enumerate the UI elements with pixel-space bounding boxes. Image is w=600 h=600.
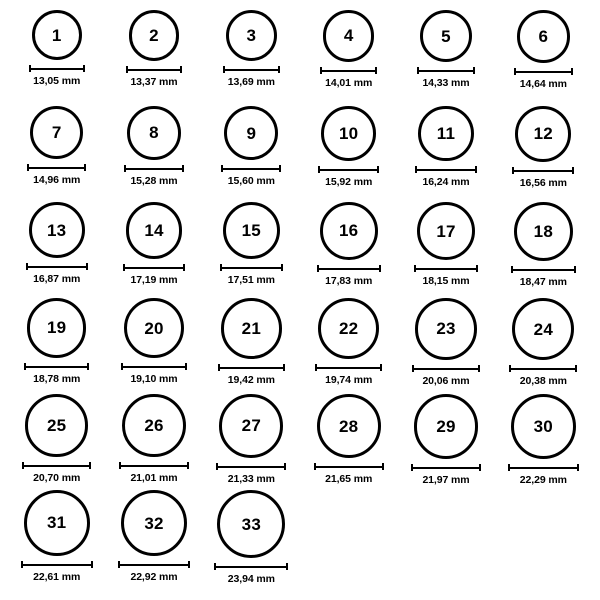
- ring-circle: [27, 298, 87, 358]
- dimension-annotation: [223, 66, 280, 88]
- dimension-annotation: [512, 167, 574, 189]
- ring-diameter-label: 19,10 mm: [130, 373, 178, 385]
- ring-size-number: 21: [241, 318, 261, 338]
- ring-size-cell[interactable]: [203, 490, 300, 586]
- ring-size-cell[interactable]: [8, 202, 105, 298]
- ring-circle: [417, 202, 475, 260]
- dimension-line: [29, 68, 85, 70]
- ring-size-cell[interactable]: [397, 202, 494, 298]
- dimension-line: [218, 367, 285, 369]
- dimension-line: [123, 267, 186, 269]
- ring-size-cell[interactable]: [300, 106, 397, 202]
- ring-size-number: 31: [47, 513, 67, 533]
- ring-size-cell[interactable]: [397, 106, 494, 202]
- ring-size-number: 22: [339, 319, 359, 339]
- ring-diameter-label: 18,78 mm: [33, 372, 81, 385]
- ring-circle: [224, 106, 278, 160]
- ring-circle: [126, 202, 183, 259]
- dimension-annotation: [26, 263, 88, 285]
- ring-circle: [420, 10, 472, 62]
- ring-size-cell[interactable]: [105, 490, 202, 586]
- dimension-bar-icon: [121, 363, 187, 370]
- ring-size-cell[interactable]: [397, 394, 494, 490]
- dimension-annotation: [509, 365, 577, 387]
- ring-size-number: 26: [144, 416, 164, 436]
- dimension-bar-icon: [214, 563, 288, 570]
- dimension-line: [411, 467, 482, 469]
- ring-circle: [127, 106, 181, 160]
- dimension-line: [21, 564, 93, 566]
- ring-diameter-label: 20,38 mm: [519, 375, 567, 388]
- dimension-line: [126, 69, 183, 71]
- dimension-line: [121, 366, 187, 368]
- ring-diameter-label: 14,01 mm: [325, 76, 373, 89]
- dimension-annotation: [411, 464, 482, 486]
- dimension-bar-icon: [119, 462, 188, 469]
- ring-size-number: 8: [149, 123, 159, 143]
- ring-diameter-label: 14,33 mm: [422, 77, 470, 90]
- ring-size-cell[interactable]: [8, 10, 105, 106]
- dimension-annotation: [118, 561, 190, 583]
- ring-diameter-label: 20,06 mm: [422, 374, 470, 387]
- dimension-bar-icon: [118, 561, 190, 568]
- dimension-annotation: [27, 164, 86, 186]
- ring-diameter-label: 22,61 mm: [33, 570, 81, 583]
- ring-circle: [317, 394, 381, 458]
- dimension-annotation: [315, 364, 382, 386]
- ring-size-number: 23: [436, 319, 456, 339]
- ring-size-number: 33: [241, 514, 261, 534]
- ring-size-cell[interactable]: [105, 10, 202, 106]
- ring-size-cell[interactable]: [8, 490, 105, 586]
- ring-circle: [217, 490, 285, 558]
- ring-diameter-label: 21,97 mm: [422, 473, 470, 486]
- ring-circle: [221, 298, 282, 359]
- dimension-annotation: [317, 265, 381, 287]
- ring-size-number: 30: [533, 417, 553, 437]
- ring-size-cell[interactable]: [495, 10, 592, 106]
- ring-diameter-label: 21,33 mm: [227, 472, 275, 485]
- dimension-bar-icon: [29, 65, 85, 72]
- ring-diameter-label: 15,60 mm: [227, 175, 275, 188]
- ring-diameter-label: 20,70 mm: [33, 471, 81, 484]
- dimension-bar-icon: [318, 166, 379, 173]
- ring-size-number: 7: [51, 123, 62, 143]
- ring-circle: [418, 106, 473, 161]
- dimension-line: [24, 366, 90, 368]
- ring-diameter-label: 14,96 mm: [33, 174, 81, 187]
- ring-size-cell[interactable]: [397, 10, 494, 106]
- ring-size-number: 28: [339, 416, 359, 436]
- ring-circle: [321, 106, 376, 161]
- ring-size-cell[interactable]: [495, 202, 592, 298]
- ring-circle: [320, 202, 378, 260]
- dimension-line: [509, 368, 577, 370]
- ring-circle: [30, 106, 83, 159]
- ring-diameter-label: 18,15 mm: [422, 275, 470, 288]
- ring-size-grid: [8, 10, 592, 586]
- dimension-bar-icon: [315, 364, 382, 371]
- dimension-bar-icon: [414, 265, 478, 272]
- ring-size-cell[interactable]: [203, 394, 300, 490]
- ring-circle: [415, 298, 477, 360]
- dimension-annotation: [214, 563, 288, 585]
- dimension-line: [214, 566, 288, 568]
- ring-circle: [318, 298, 379, 359]
- ring-size-cell[interactable]: [495, 106, 592, 202]
- ring-diameter-label: 17,19 mm: [130, 273, 178, 286]
- ring-circle: [323, 10, 375, 62]
- dimension-bar-icon: [124, 165, 184, 172]
- dimension-line: [320, 70, 378, 72]
- ring-circle: [24, 490, 90, 556]
- dimension-bar-icon: [314, 463, 384, 470]
- ring-circle: [517, 10, 570, 63]
- ring-size-number: 25: [47, 415, 67, 435]
- ring-circle: [129, 10, 180, 61]
- dimension-line: [26, 266, 88, 268]
- ring-circle: [226, 10, 277, 61]
- ring-size-cell[interactable]: [203, 298, 300, 394]
- dimension-bar-icon: [509, 365, 577, 372]
- ring-size-number: 27: [241, 416, 261, 436]
- dimension-bar-icon: [508, 464, 579, 471]
- ring-size-cell[interactable]: [203, 106, 300, 202]
- ring-size-cell[interactable]: [8, 106, 105, 202]
- ring-diameter-label: 21,65 mm: [325, 473, 373, 486]
- ring-size-number: 11: [436, 124, 456, 144]
- ring-diameter-label: 21,01 mm: [130, 472, 178, 485]
- dimension-line: [318, 169, 379, 171]
- ring-circle: [514, 202, 573, 261]
- ring-size-number: 18: [533, 222, 553, 241]
- ring-size-cell[interactable]: [300, 202, 397, 298]
- ring-size-number: 12: [533, 124, 553, 144]
- dimension-line: [417, 70, 475, 72]
- ring-circle: [511, 394, 576, 459]
- dimension-bar-icon: [221, 165, 281, 172]
- ring-size-cell[interactable]: [8, 394, 105, 490]
- ring-circle: [25, 394, 88, 457]
- dimension-line: [414, 268, 478, 270]
- dimension-line: [118, 564, 190, 566]
- ring-size-cell[interactable]: [495, 394, 592, 490]
- dimension-annotation: [121, 363, 187, 385]
- dimension-annotation: [508, 464, 579, 486]
- dimension-bar-icon: [415, 166, 476, 173]
- ring-circle: [32, 10, 82, 60]
- dimension-annotation: [29, 65, 85, 87]
- ring-size-number: 1: [51, 25, 62, 45]
- ring-circle: [414, 394, 479, 459]
- ring-size-cell[interactable]: [300, 298, 397, 394]
- dimension-bar-icon: [223, 66, 280, 73]
- ring-size-number: 19: [47, 318, 67, 338]
- dimension-annotation: [414, 265, 478, 287]
- dimension-annotation: [216, 463, 286, 485]
- ring-size-number: 3: [246, 26, 257, 46]
- dimension-annotation: [412, 365, 480, 387]
- ring-circle: [223, 202, 280, 259]
- dimension-line: [314, 466, 384, 468]
- dimension-line: [508, 467, 579, 469]
- ring-circle: [219, 394, 283, 458]
- dimension-annotation: [415, 166, 476, 188]
- ring-diameter-label: 23,94 mm: [227, 573, 275, 585]
- ring-diameter-label: 22,92 mm: [130, 571, 178, 584]
- dimension-bar-icon: [26, 263, 88, 270]
- dimension-annotation: [119, 462, 188, 484]
- ring-size-cell[interactable]: [397, 298, 494, 394]
- dimension-bar-icon: [220, 264, 283, 271]
- ring-size-number: 15: [241, 221, 261, 241]
- dimension-bar-icon: [320, 67, 378, 74]
- dimension-line: [514, 71, 573, 73]
- dimension-bar-icon: [511, 266, 576, 273]
- dimension-annotation: [218, 364, 285, 386]
- dimension-annotation: [22, 462, 91, 484]
- ring-diameter-label: 22,29 mm: [519, 474, 567, 487]
- dimension-line: [221, 168, 281, 170]
- ring-diameter-label: 13,05 mm: [33, 75, 81, 87]
- ring-diameter-label: 14,64 mm: [519, 77, 567, 90]
- ring-size-cell[interactable]: [495, 298, 592, 394]
- dimension-bar-icon: [412, 365, 480, 372]
- ring-circle: [122, 394, 185, 457]
- ring-size-cell[interactable]: [300, 394, 397, 490]
- ring-diameter-label: 17,83 mm: [325, 274, 373, 287]
- dimension-annotation: [314, 463, 384, 485]
- ring-circle: [121, 490, 187, 556]
- ring-diameter-label: 16,56 mm: [519, 176, 567, 189]
- dimension-bar-icon: [27, 164, 86, 171]
- dimension-bar-icon: [514, 68, 573, 75]
- dimension-bar-icon: [512, 167, 574, 174]
- dimension-line: [317, 268, 381, 270]
- dimension-annotation: [320, 67, 378, 89]
- ring-size-number: 14: [144, 220, 164, 240]
- ring-size-number: 16: [339, 221, 359, 241]
- dimension-bar-icon: [24, 363, 90, 370]
- dimension-bar-icon: [22, 462, 91, 469]
- ring-size-cell[interactable]: [203, 10, 300, 106]
- dimension-line: [315, 367, 382, 369]
- dimension-annotation: [220, 264, 283, 286]
- ring-size-cell[interactable]: [300, 10, 397, 106]
- dimension-line: [223, 69, 280, 71]
- dimension-annotation: [21, 561, 93, 583]
- ring-size-number: 13: [47, 220, 67, 240]
- ring-circle: [515, 106, 571, 162]
- dimension-bar-icon: [317, 265, 381, 272]
- ring-size-number: 24: [533, 319, 553, 339]
- ring-size-cell[interactable]: [203, 202, 300, 298]
- ring-diameter-label: 16,87 mm: [33, 273, 81, 286]
- dimension-bar-icon: [123, 264, 186, 271]
- dimension-line: [119, 465, 188, 467]
- ring-circle: [29, 202, 85, 258]
- ring-diameter-label: 16,24 mm: [422, 176, 470, 189]
- dimension-line: [512, 170, 574, 172]
- ring-size-cell[interactable]: [8, 298, 105, 394]
- dimension-annotation: [417, 67, 475, 89]
- ring-circle: [512, 298, 574, 360]
- ring-size-number: 9: [246, 123, 257, 143]
- ring-size-number: 32: [144, 513, 164, 533]
- ring-size-cell[interactable]: [105, 394, 202, 490]
- dimension-line: [415, 169, 476, 171]
- ring-diameter-label: 13,69 mm: [227, 76, 275, 89]
- ring-diameter-label: 15,92 mm: [325, 175, 373, 188]
- dimension-bar-icon: [218, 364, 285, 371]
- dimension-line: [511, 269, 576, 271]
- ring-size-number: 20: [144, 318, 164, 338]
- ring-diameter-label: 15,28 mm: [130, 174, 178, 187]
- dimension-line: [220, 267, 283, 269]
- ring-size-number: 10: [339, 123, 359, 143]
- ring-size-number: 17: [436, 221, 456, 241]
- dimension-annotation: [123, 264, 186, 286]
- dimension-annotation: [221, 165, 281, 187]
- ring-circle: [124, 298, 184, 358]
- dimension-annotation: [514, 68, 573, 90]
- dimension-bar-icon: [411, 464, 482, 471]
- dimension-annotation: [511, 266, 576, 288]
- ring-size-cell[interactable]: [105, 106, 202, 202]
- dimension-line: [412, 368, 480, 370]
- dimension-bar-icon: [417, 67, 475, 74]
- dimension-line: [22, 465, 91, 467]
- ring-diameter-label: 19,42 mm: [227, 373, 275, 386]
- dimension-annotation: [124, 165, 184, 187]
- ring-size-number: 4: [343, 26, 354, 46]
- dimension-annotation: [126, 66, 183, 88]
- ring-size-cell[interactable]: [105, 298, 202, 394]
- dimension-bar-icon: [216, 463, 286, 470]
- ring-size-cell[interactable]: [105, 202, 202, 298]
- dimension-line: [216, 466, 286, 468]
- dimension-annotation: [318, 166, 379, 188]
- ring-size-number: 29: [436, 416, 456, 436]
- dimension-annotation: [24, 363, 90, 385]
- dimension-line: [27, 167, 86, 169]
- ring-diameter-label: 17,51 mm: [227, 274, 275, 287]
- ring-diameter-label: 19,74 mm: [325, 374, 373, 387]
- dimension-line: [124, 168, 184, 170]
- ring-size-number: 6: [538, 26, 549, 46]
- dimension-bar-icon: [21, 561, 93, 568]
- ring-size-number: 5: [441, 26, 451, 46]
- ring-diameter-label: 18,47 mm: [519, 276, 567, 288]
- ring-diameter-label: 13,37 mm: [130, 75, 178, 88]
- dimension-bar-icon: [126, 66, 183, 73]
- ring-size-number: 2: [149, 25, 159, 45]
